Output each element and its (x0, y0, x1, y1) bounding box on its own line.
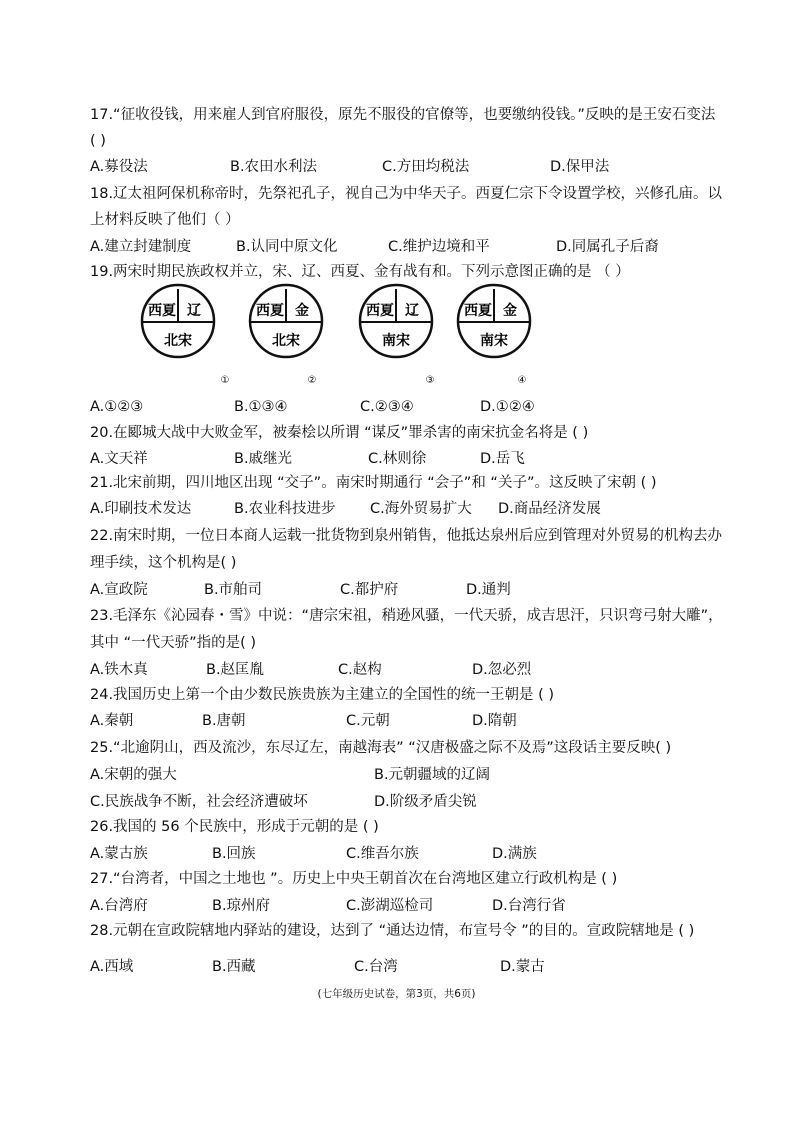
option-c[interactable]: C.②③④ (360, 399, 414, 415)
question-19-line-1: 19.两宋时期民族政权并立，宋、辽、西夏、金有战有和。下列示意图正确的是 （ ） (90, 264, 630, 280)
question-17-line-1: 17.“征收役钱，用来雇人到官府服役，原先不服役的官僚等，也要缴纳役钱。”反映的是王安石变法 (90, 107, 716, 123)
option-b[interactable]: B.赵匡胤 (206, 662, 265, 678)
question-23-line-2: 其中 “一代天骄”指的是( ) (90, 635, 257, 651)
question-24-options (90, 711, 710, 731)
option-c[interactable]: C.民族战争不断，社会经济遭破坏 (90, 794, 308, 810)
diagram-2 (250, 285, 322, 386)
diagram-1-top-right: 辽 (187, 303, 201, 319)
diagram-4-top-right: 金 (503, 303, 517, 319)
question-22-line-1: 22.南宋时期，一位日本商人运载一批货物到泉州销售，他抵达泉州后应到管理对外贸易的机构去办 (90, 528, 723, 544)
diagram-3-label: ③ (425, 375, 435, 386)
question-23-line-1: 23.毛泽东《沁园春・雪》中说：“唐宗宋祖，稍逊风骚，一代天骄，成吉思汗，只识弯弓射大雕”， (90, 608, 723, 624)
option-b[interactable]: B.农业科技进步 (234, 501, 336, 517)
option-c[interactable]: C.维吾尔族 (346, 846, 419, 862)
option-c[interactable]: C.方田均税法 (382, 159, 470, 175)
option-a[interactable]: A.宋朝的强大 (90, 767, 177, 783)
option-a[interactable]: A.秦朝 (90, 713, 134, 729)
question-19-options (90, 397, 710, 417)
option-a[interactable]: A.西域 (90, 959, 134, 975)
option-c[interactable]: C.澎湖巡检司 (346, 898, 434, 914)
question-28-line-1: 28.元朝在宣政院辖地内驿站的建设，达到了 “通达边情，布宣号令 ”的目的。宣政院辖地是 ( ) (90, 923, 695, 939)
option-b[interactable]: B.西藏 (212, 959, 256, 975)
option-a[interactable]: A.台湾府 (90, 898, 148, 914)
question-17-line-2: ( ) (90, 133, 106, 149)
option-a[interactable]: A.募役法 (90, 159, 148, 175)
question-25-options-row-1 (90, 765, 710, 785)
question-23-options (90, 660, 710, 680)
option-c[interactable]: C.台湾 (354, 959, 398, 975)
option-d[interactable]: D.满族 (492, 846, 537, 862)
diagram-1-bottom: 北宋 (164, 333, 192, 349)
question-27-options (90, 896, 710, 916)
option-b[interactable]: B.农田水利法 (230, 159, 318, 175)
option-a[interactable]: A.蒙古族 (90, 846, 148, 862)
option-d[interactable]: D.忽必烈 (472, 662, 532, 678)
diagram-3-bottom: 南宋 (382, 333, 410, 349)
option-d[interactable]: D.阶级矛盾尖锐 (374, 794, 477, 810)
option-d[interactable]: D.同属孔子后裔 (556, 239, 659, 255)
question-18-line-2: 上材料反映了他们（ ） (90, 212, 240, 228)
question-25-line-1: 25.“北逾阴山，西及流沙，东尽辽左，南越海表” “汉唐极盛之际不及焉”这段话主要反映( ) (90, 740, 672, 756)
option-d[interactable]: D.通判 (466, 582, 511, 598)
question-21-options (90, 499, 710, 519)
diagram-2-top-left: 西夏 (256, 303, 284, 319)
diagram-2-label: ② (307, 375, 317, 386)
option-d[interactable]: D.①②④ (480, 399, 535, 415)
question-21-line-1: 21.北宋前期，四川地区出现 “交子”。南宋时期通行 “会子”和 “关子”。这反映了宋朝 ( ) (90, 475, 657, 491)
question-28-options (90, 957, 710, 977)
option-d[interactable]: D.保甲法 (550, 159, 610, 175)
question-18-options (90, 237, 710, 257)
diagram-4-top-left: 西夏 (464, 303, 492, 319)
diagram-1-label: ① (220, 375, 230, 386)
option-a[interactable]: A.建立封建制度 (90, 239, 192, 255)
diagram-1 (142, 285, 229, 386)
option-c[interactable]: C.都护府 (340, 582, 399, 598)
question-17-options (90, 157, 710, 177)
diagram-3 (360, 285, 434, 386)
diagram-3-top-right: 辽 (405, 303, 419, 319)
option-d[interactable]: D.蒙古 (500, 959, 545, 975)
question-22-line-2: 理手续，这个机构是( ) (90, 555, 237, 571)
question-26-line-1: 26.我国的 56 个民族中，形成于元朝的是 ( ) (90, 819, 379, 835)
question-18-line-1: 18.辽太祖阿保机称帝时，先祭祀孔子，视自己为中华天子。西夏仁宗下令设置学校，兴修孔庙。以 (90, 186, 723, 202)
option-c[interactable]: C.维护边境和平 (388, 239, 490, 255)
diagram-4 (458, 285, 530, 386)
option-a[interactable]: A.①②③ (90, 399, 144, 415)
option-b[interactable]: B.认同中原文化 (236, 239, 338, 255)
option-d[interactable]: D.商品经济发展 (498, 501, 601, 517)
diagram-1-top-left: 西夏 (148, 303, 176, 319)
question-27-line-1: 27.“台湾者，中国之土地也 ”。历史上中央王朝首次在台湾地区建立行政机构是 ( ) (90, 871, 618, 887)
option-c[interactable]: C.元朝 (346, 713, 390, 729)
question-20-line-1: 20.在郾城大战中大败金军，被秦桧以所谓 “谋反”罪杀害的南宋抗金名将是 ( ) (90, 425, 589, 441)
option-d[interactable]: D.岳飞 (480, 451, 525, 467)
option-b[interactable]: B.琼州府 (212, 898, 271, 914)
option-b[interactable]: B.①③④ (234, 399, 288, 415)
diagram-2-top-right: 金 (295, 303, 309, 319)
question-26-options (90, 844, 710, 864)
question-20-options (90, 449, 710, 469)
option-b[interactable]: B.市舶司 (204, 582, 263, 598)
diagram-2-bottom: 北宋 (272, 333, 300, 349)
diagram-4-bottom: 南宋 (480, 333, 508, 349)
option-b[interactable]: B.回族 (212, 846, 256, 862)
question-22-options (90, 580, 710, 600)
diagram-3-top-left: 西夏 (366, 303, 394, 319)
question-24-line-1: 24.我国历史上第一个由少数民族贵族为主建立的全国性的统一王朝是 ( ) (90, 687, 555, 703)
option-a[interactable]: A.文天祥 (90, 451, 148, 467)
option-a[interactable]: A.铁木真 (90, 662, 148, 678)
option-c[interactable]: C.林则徐 (368, 451, 427, 467)
option-b[interactable]: B.唐朝 (202, 713, 246, 729)
option-c[interactable]: C.赵构 (338, 662, 382, 678)
question-25-options-row-2 (90, 792, 710, 812)
option-b[interactable]: B.元朝疆域的辽阔 (374, 767, 491, 783)
option-c[interactable]: C.海外贸易扩大 (370, 501, 472, 517)
option-d[interactable]: D.隋朝 (472, 713, 517, 729)
option-b[interactable]: B.戚继光 (234, 451, 293, 467)
page-footer: (七年级历史试卷，第3页，共6页) (317, 988, 476, 1000)
option-d[interactable]: D.台湾行省 (492, 898, 566, 914)
dynasty-diagrams (140, 283, 560, 391)
option-a[interactable]: A.印刷技术发达 (90, 501, 192, 517)
option-a[interactable]: A.宣政院 (90, 582, 148, 598)
diagram-4-label: ④ (517, 375, 527, 386)
